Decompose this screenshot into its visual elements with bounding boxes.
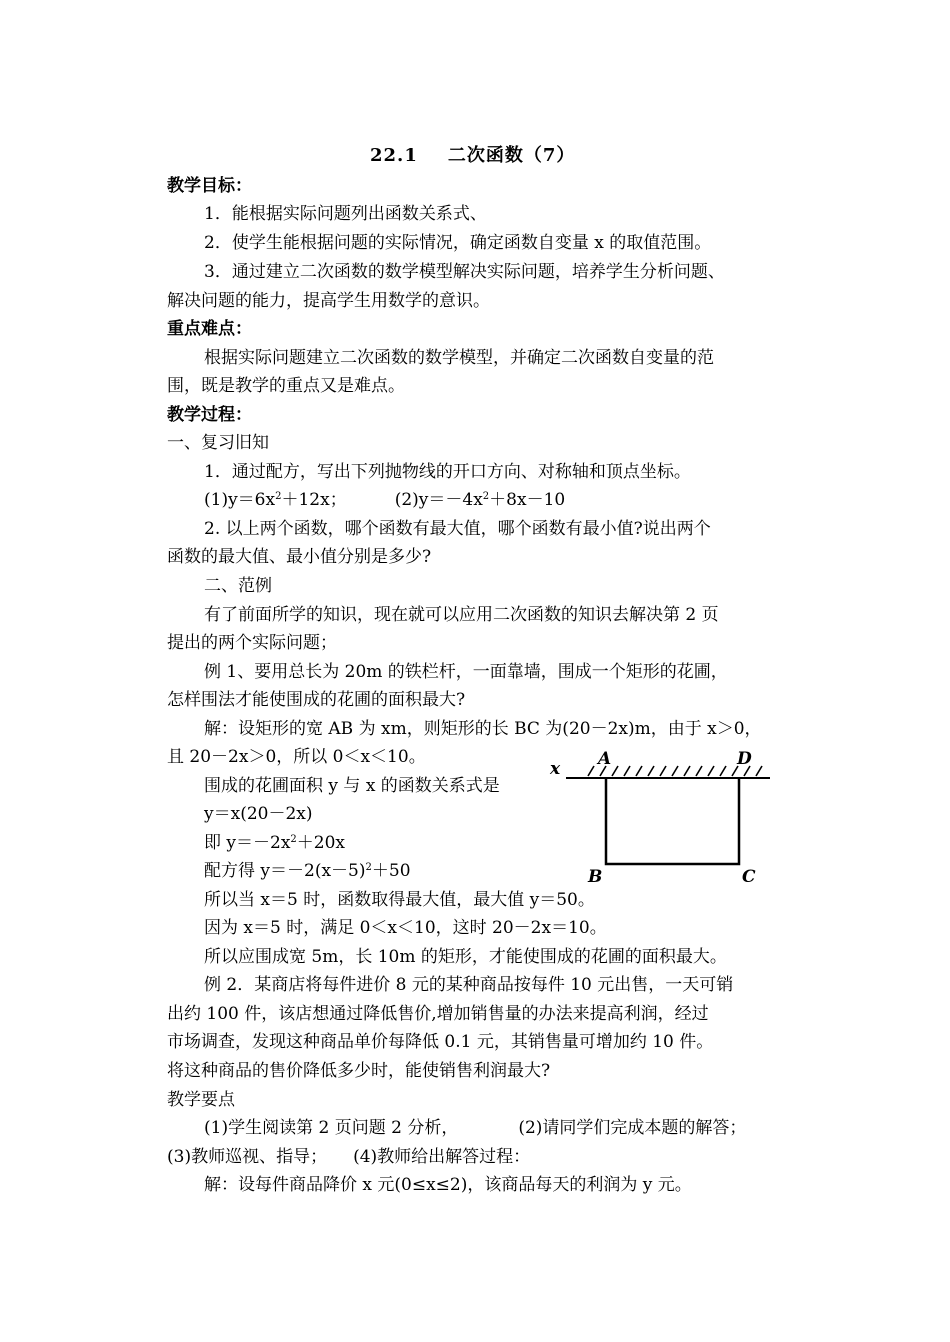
review-question-1: 1．通过配方，写出下列抛物线的开口方向、对称轴和顶点坐标。 xyxy=(204,462,691,482)
fence-rectangle xyxy=(606,778,739,864)
example-1-line-1: 例 1、要用总长为 20m 的铁栏杆，一面靠墙，围成一个矩形的花圃， xyxy=(204,662,728,682)
solution-1-line-3: 围成的花圃面积 y 与 x 的函数关系式是 xyxy=(204,776,500,796)
keypoints-line-1: 根据实际问题建立二次函数的数学模型，并确定二次函数自变量的范 xyxy=(204,348,714,368)
objective-1: 1．能根据实际问题列出函数关系式、 xyxy=(204,204,487,224)
review-question-2: 2. 以上两个函数，哪个函数有最大值，哪个函数有最小值?说出两个 xyxy=(204,519,711,539)
solution-2-line-1: 解：设每件商品降价 x 元(0≤x≤2)，该商品每天的利润为 y 元。 xyxy=(204,1175,692,1195)
example-2-line-4: 将这种商品的售价降低多少时，能使销售利润最大? xyxy=(167,1061,551,1081)
page-title xyxy=(370,141,575,167)
objective-2: 2．使学生能根据问题的实际情况，确定函数自变量 x 的取值范围。 xyxy=(204,233,712,253)
review-question-2-cont: 函数的最大值、最小值分别是多少? xyxy=(167,547,432,567)
teaching-points-line-1: (1)学生阅读第 2 页问题 2 分析， (2)请同学们完成本题的解答； xyxy=(204,1118,747,1138)
solution-1-line-4: y＝x(20－2x) xyxy=(204,804,313,824)
example-2-line-3: 市场调查，发现这种商品单价每降低 0.1 元，其销售量可增加约 10 件。 xyxy=(167,1032,714,1052)
example-2-line-2: 出约 100 件，该店想通过降低售价,增加销售量的办法来提高利润，经过 xyxy=(167,1004,709,1024)
example-2-line-1: 例 2．某商店将每件进价 8 元的某种商品按每件 10 元出售，一天可销 xyxy=(204,975,734,995)
title-number: 22.1 xyxy=(370,145,418,166)
rectangle-garden-figure xyxy=(548,750,778,890)
solution-1-line-8: 因为 x＝5 时，满足 0＜x＜10，这时 20－2x＝10。 xyxy=(204,918,607,938)
objective-3: 3．通过建立二次函数的数学模型解决实际问题，培养学生分析问题、 xyxy=(204,262,725,282)
objectives-heading: 教学目标： xyxy=(167,176,252,196)
solution-1-line-6: 配方得 $y=-2(x-5)^2+50$ xyxy=(204,861,411,881)
solution-1-line-5: 即 $y=-2x^2+20x$ xyxy=(204,833,346,853)
review-formulas: $(1)y=6x^2+12x$； $(2)y=-4x^2+8x-10$ xyxy=(204,490,566,510)
keypoints-line-2: 围，既是教学的重点又是难点。 xyxy=(167,376,405,396)
label-b: B xyxy=(588,867,603,887)
solution-1-line-9: 所以应围成宽 5m，长 10m 的矩形，才能使围成的花圃的面积最大。 xyxy=(204,947,727,967)
x-label: x xyxy=(550,759,561,779)
examples-heading: 二、范例 xyxy=(204,576,272,596)
keypoints-heading: 重点难点： xyxy=(167,319,252,339)
objective-3-cont: 解决问题的能力，提高学生用数学的意识。 xyxy=(167,291,490,311)
label-d: D xyxy=(737,750,752,769)
solution-1-line-2: 且 20－2x＞0，所以 0＜x＜10。 xyxy=(167,747,426,767)
teaching-points-line-2: (3)教师巡视、指导； (4)教师给出解答过程： xyxy=(167,1147,531,1167)
teaching-points-heading: 教学要点 xyxy=(167,1090,235,1110)
example-1-line-2: 怎样围法才能使围成的花圃的面积最大? xyxy=(167,690,466,710)
solution-1-line-1: 解：设矩形的宽 AB 为 xm，则矩形的长 BC 为(20－2x)m，由于 x＞0， xyxy=(204,719,762,739)
title-text: 二次函数（7） xyxy=(447,145,576,166)
process-heading: 教学过程： xyxy=(167,405,252,425)
solution-1-line-7: 所以当 x＝5 时，函数取得最大值，最大值 y＝50。 xyxy=(204,890,595,910)
label-c: C xyxy=(742,867,756,887)
examples-intro-2: 提出的两个实际问题； xyxy=(167,633,337,653)
review-heading: 一、复习旧知 xyxy=(167,433,269,453)
examples-intro-1: 有了前面所学的知识，现在就可以应用二次函数的知识去解决第 2 页 xyxy=(204,605,719,625)
label-a: A xyxy=(598,750,612,769)
wall-hatching xyxy=(588,766,762,776)
